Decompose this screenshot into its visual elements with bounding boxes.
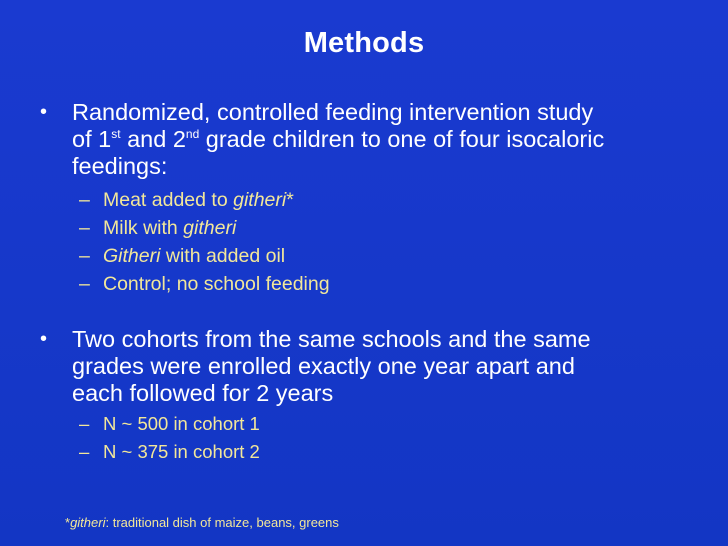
text-fragment: with added oil [160,245,286,267]
bullet-1-text [0,99,700,180]
italic-term: githeri [70,515,106,530]
dash-icon: – [79,217,90,239]
sub-item [0,242,700,270]
slide-title: Methods [303,27,425,59]
text-fragment: Meat added to [103,189,234,211]
bullet-2-line-1: Two cohorts from the same schools and the same [72,326,591,352]
italic-term: githeri [183,217,237,239]
sub-item [0,214,700,242]
bullet-dot-icon: • [40,101,48,123]
dash-icon: – [79,413,90,434]
sub-item [0,438,700,466]
text-fragment: of 1 [72,126,112,152]
dash-icon: – [79,441,90,462]
text-fragment: grade children to one of four isocaloric [199,126,605,152]
sub-item-text: N ~ 500 in cohort 1 [103,413,260,434]
sub-item-text: N ~ 375 in cohort 2 [103,441,260,462]
dash-icon: – [79,189,90,211]
bullet-2 [0,326,700,466]
italic-term: githeri [233,189,287,211]
bullet-1-line-2 [72,126,700,153]
bullet-2-line-3: each followed for 2 years [72,380,334,406]
bullet-1 [0,99,700,298]
bullet-1-line-1: Randomized, controlled feeding intervention study [72,99,594,125]
bullet-2-line-2: grades were enrolled exactly one year apart and [72,353,575,379]
italic-term: Githeri [103,245,161,267]
bullet-1-line-3: feedings: [72,153,168,179]
sub-item [0,186,700,214]
text-fragment: Milk with [103,217,184,239]
footnote-star: * [65,515,71,530]
sub-item [0,270,700,298]
text-fragment: Control; no school feeding [103,273,330,295]
text-fragment: and 2 [120,126,186,152]
footnote [65,515,339,530]
superscript: st [111,127,121,141]
bullet-dot-icon: • [40,328,48,350]
sub-item [0,410,700,438]
text-fragment: * [286,189,294,211]
dash-icon: – [79,273,90,295]
footnote-text: : traditional dish of maize, beans, greens [105,515,339,530]
dash-icon: – [79,245,90,267]
bullet-2-text [0,326,700,407]
superscript: nd [185,127,200,141]
